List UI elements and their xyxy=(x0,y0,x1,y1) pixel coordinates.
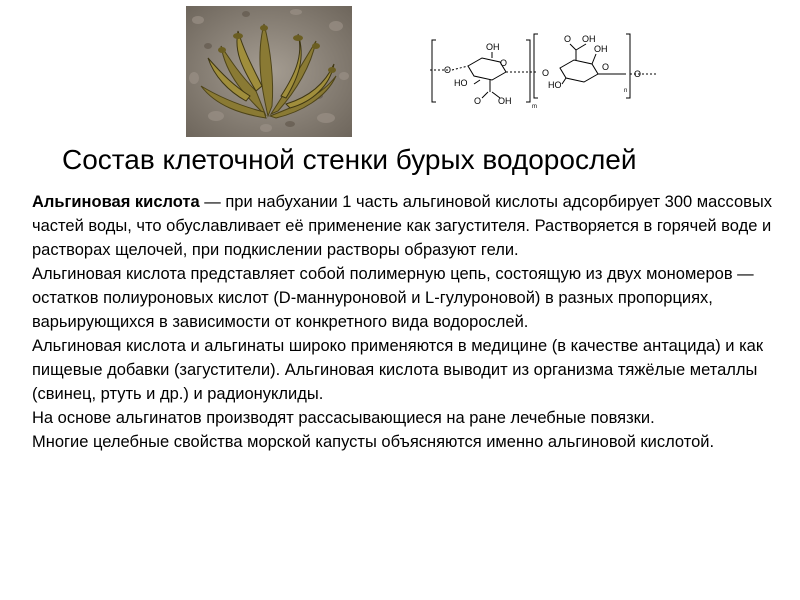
paragraph-alginic-acid-properties xyxy=(32,190,780,262)
formula-label-sub-n: n xyxy=(624,88,628,94)
paragraph-text: — при набухании 1 часть альгиновой кислоты адсорбирует 300 массовых частей воды, что обуславливает её применение как загустителя. Растворяется в горячей воде и растворах щелочей, при подкислении растворы образуют гели. xyxy=(32,193,773,259)
seaweed-photo xyxy=(186,6,352,137)
formula-label-cooh-o-2: O xyxy=(564,34,572,44)
formula-label-ho-1: HO xyxy=(454,78,468,88)
formula-label-o-ring-2: O xyxy=(602,62,610,72)
paragraph-polymer-structure: Альгиновая кислота представляет собой полимерную цепь, состоящую из двух мономеров — остатков полиуроновых кислот (D-маннуроновой и L-гулуроновой) в разных пропорциях, варьирующихся в зависимости от конкретного вида водорослей. xyxy=(32,265,754,331)
formula-label-o-link: O xyxy=(542,68,550,78)
formula-label-oh-top-2: OH xyxy=(582,34,596,44)
formula-label-cooh-o-1: O xyxy=(474,96,482,106)
alginic-acid-formula xyxy=(430,28,660,110)
formula-label-o-right: O xyxy=(634,69,642,79)
formula-label-o-ring-1: O xyxy=(500,58,508,68)
slide-title: Состав клеточной стенки бурых водорослей xyxy=(62,144,637,175)
paragraph-sea-kale-properties: Многие целебные свойства морской капусты объясняются именно альгиновой кислотой. xyxy=(32,433,715,451)
formula-label-o-left: O xyxy=(444,65,452,75)
paragraph-medical-use: Альгиновая кислота и альгинаты широко применяются в медицине (в качестве антацида) и как пищевые добавки (загустители). Альгиновая кислота выводит из организма тяжёлые металлы (свинец, ртуть и др.) и радионуклиды. xyxy=(32,337,764,403)
term-alginic-acid: Альгиновая кислота xyxy=(32,193,200,211)
formula-label-oh-1: OH xyxy=(498,96,512,106)
slide-body xyxy=(32,190,780,454)
formula-label-ho-2: HO xyxy=(548,80,562,90)
paragraph-wound-dressings: На основе альгинатов производят рассасывающиеся на ране лечебные повязки. xyxy=(32,409,655,427)
formula-label-oh-2: OH xyxy=(594,44,608,54)
formula-label-sub-m: m xyxy=(532,104,537,110)
formula-label-oh-top-1: OH xyxy=(486,42,500,52)
